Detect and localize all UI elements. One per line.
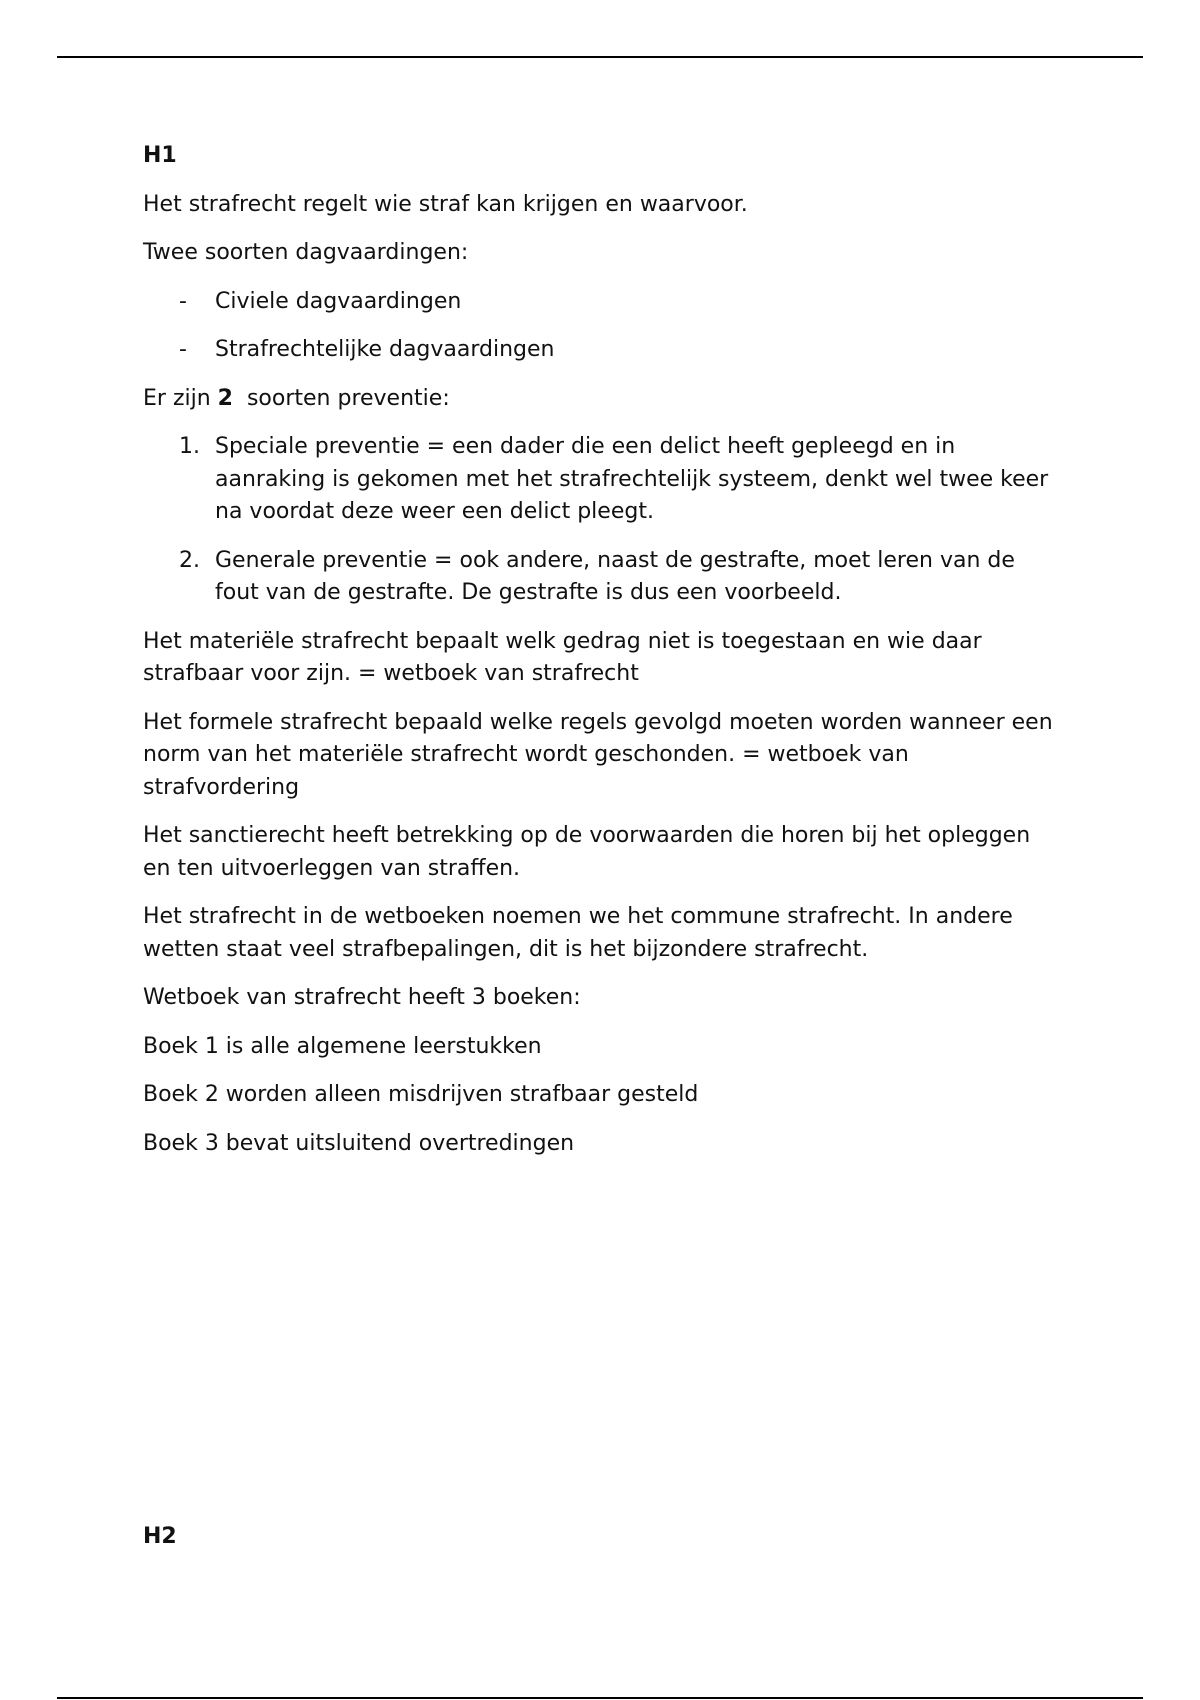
paragraph: Boek 1 is alle algemene leerstukken [143,1033,542,1059]
header-rule [57,56,1143,58]
list-marker: - [179,288,187,314]
paragraph: Boek 3 bevat uitsluitend overtredingen [143,1130,575,1156]
list-item [143,545,1063,610]
paragraph: Het sanctierecht heeft betrekking op de voorwaarden die horen bij het opleggen en ten uitvoerleggen van straffen. [143,823,1031,881]
list-item [143,334,1063,367]
list-marker: 2. [179,547,200,573]
paragraph: Boek 2 worden alleen misdrijven strafbaar gesteld [143,1082,699,1107]
paragraph: Het materiële strafrecht bepaalt welk gedrag niet is toegestaan en wie daar strafbaar voor zijn. = wetboek van strafrecht [143,628,982,686]
section-heading-h1: H1 [143,143,177,168]
prevention-count: 2 [217,385,233,411]
intro-paragraph: Het strafrecht regelt wie straf kan krijgen en waarvoor. [143,191,748,217]
list-item [143,431,1063,529]
list-item-text: Generale preventie = ook andere, naast de gestrafte, moet leren van de fout van de gestrafte. De gestrafte is dus een voorbeeld. [215,547,1015,605]
prevention-heading-before: Er zijn [143,385,218,411]
prevention-heading [143,383,1063,416]
list-item-text: Civiele dagvaardingen [215,288,462,314]
footer-rule [57,1697,1143,1699]
section-heading-h2: H2 [143,1524,177,1549]
paragraph: Wetboek van strafrecht heeft 3 boeken: [143,985,581,1010]
list-marker: 1. [179,434,200,459]
list-item [143,286,1063,319]
page-content [143,140,1063,1176]
paragraph: Het formele strafrecht bepaald welke regels gevolgd moeten worden wanneer een norm van het materiële strafrecht wordt geschonden. = wetboek van strafvordering [143,709,1053,800]
paragraph: Het strafrecht in de wetboeken noemen we het commune strafrecht. In andere wetten staat veel strafbepalingen, dit is het bijzondere strafrecht. [143,904,1013,962]
list-item-text: Strafrechtelijke dagvaardingen [215,337,555,362]
prevention-list [143,431,1063,610]
list-marker: - [179,337,187,362]
summons-list [143,286,1063,367]
prevention-heading-after: soorten preventie: [232,385,450,411]
summons-heading: Twee soorten dagvaardingen: [143,240,469,265]
list-item-text: Speciale preventie = een dader die een delict heeft gepleegd en in aanraking is gekomen met het strafrechtelijk systeem, denkt wel twee keer na voordat deze weer een delict pleegt. [215,434,1049,524]
